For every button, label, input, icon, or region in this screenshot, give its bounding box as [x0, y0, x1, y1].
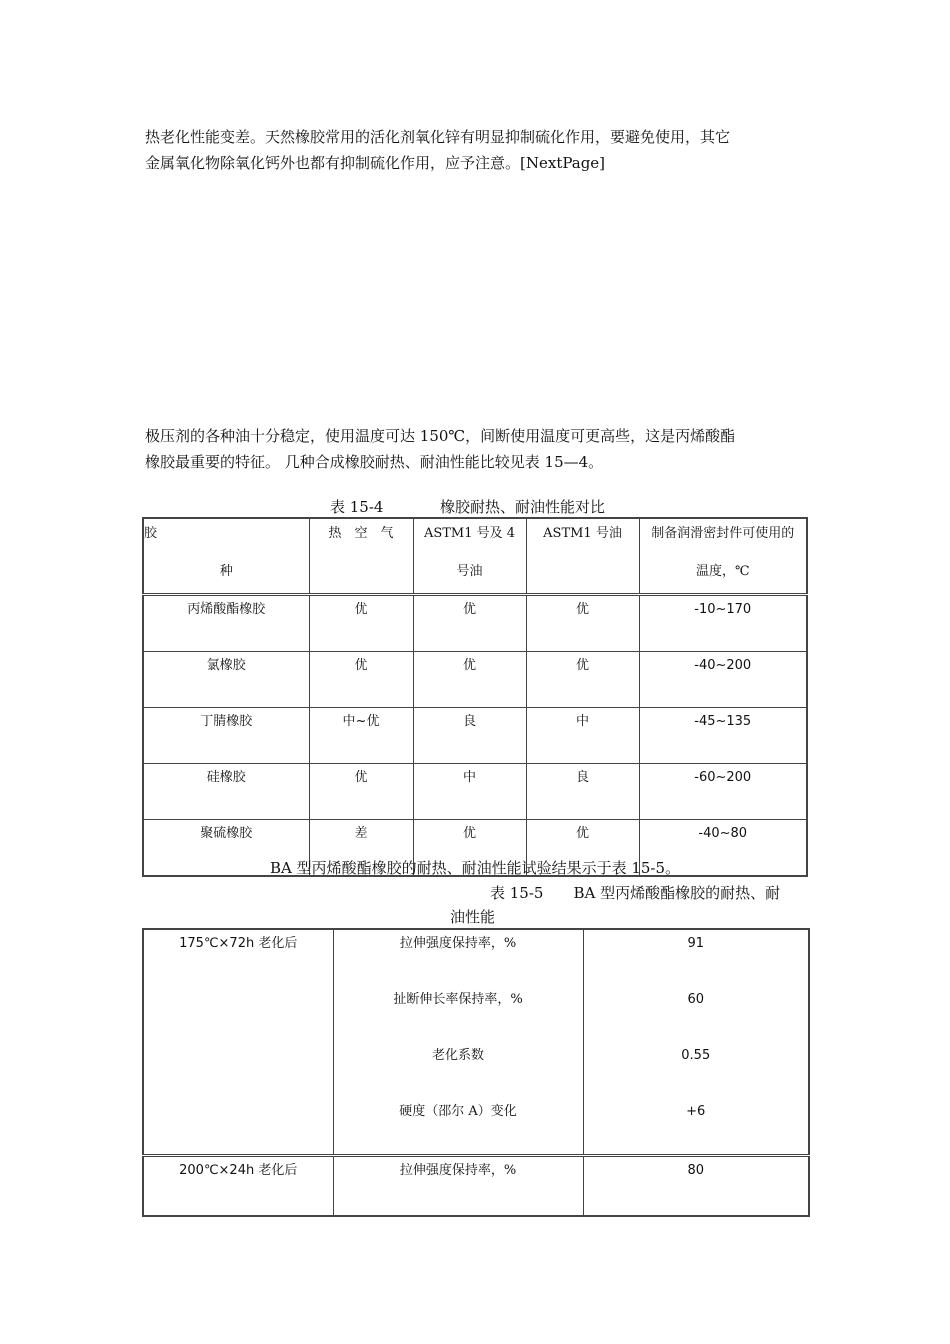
header-line: 温度，℃ [695, 564, 750, 579]
property-text: 扯断伸长率保持率，% [393, 992, 523, 1007]
table-15-4 [142, 517, 808, 877]
value-text: 91 [687, 936, 705, 951]
value-text: 0.55 [681, 1048, 711, 1063]
cell-astm1-oil: 优 [526, 595, 639, 652]
header-line: 号油 [456, 564, 483, 579]
property-text: 硬度（邵尔 A）变化 [399, 1104, 517, 1119]
header-cell-astm1-oil [526, 518, 639, 595]
property-text: 老化系数 [431, 1048, 484, 1063]
table2-caption-line1: 表 15-5 BA 型丙烯酸酯橡胶的耐热、耐 [490, 884, 781, 902]
table2-caption-line2: 油性能 [450, 908, 496, 926]
paragraph-line: 橡胶最重要的特征。 几种合成橡胶耐热、耐油性能比较见表 15—4。 [145, 453, 604, 471]
cell-astm1-oil: 中 [526, 708, 639, 764]
property-text: 拉伸强度保持率，% [399, 1163, 517, 1178]
value-text: +6 [686, 1104, 706, 1119]
cell-condition [143, 929, 333, 1156]
table-row [143, 708, 807, 764]
cell-astm1-oil: 良 [526, 764, 639, 820]
mid-paragraph [145, 423, 825, 475]
table-header-row [143, 518, 807, 595]
top-paragraph [145, 124, 825, 176]
cell-rubber-name: 丙烯酸酯橡胶 [143, 595, 309, 652]
table1-caption-title: 橡胶耐热、耐油性能对比 [440, 498, 606, 516]
cell-hot-air: 中~优 [309, 708, 413, 764]
paragraph-line: 金属氧化物除氧化钙外也都有抑制硫化作用，应予注意。[NextPage] [145, 154, 606, 172]
cell-rubber-name: 聚硫橡胶 [143, 820, 309, 877]
cell-astm1-4-oil: 中 [413, 764, 526, 820]
cell-astm1-4-oil: 优 [413, 595, 526, 652]
cell-hot-air: 优 [309, 595, 413, 652]
condition-text: 200℃×24h 老化后 [179, 1163, 298, 1178]
cell-temperature: -10~170 [639, 595, 807, 652]
cell-temperature: -40~200 [639, 652, 807, 708]
value-text: 80 [687, 1163, 705, 1178]
table-row [143, 595, 807, 652]
property-text: 拉伸强度保持率，% [399, 936, 517, 951]
header-cell-astm1-4-oil [413, 518, 526, 595]
condition-text: 175℃×72h 老化后 [179, 936, 298, 951]
value-text: 60 [687, 992, 705, 1007]
paragraph-line: 极压剂的各种油十分稳定，使用温度可达 150℃，间断使用温度可更高些，这是丙烯酸酯 [145, 427, 736, 445]
table1-caption-number: 表 15-4 [330, 498, 384, 516]
header-cell-rubber [143, 518, 309, 595]
cell-properties [333, 1156, 583, 1217]
cell-properties [333, 929, 583, 1156]
header-cell-temperature [639, 518, 807, 595]
table-row [143, 929, 809, 1156]
cell-astm1-4-oil: 优 [413, 820, 526, 877]
header-line: 热 空 气 [328, 526, 394, 541]
header-line: ASTM1 号油 [543, 526, 622, 541]
table2-intro: BA 型丙烯酸酯橡胶的耐热、耐油性能试验结果示于表 15-5。 [269, 859, 681, 877]
cell-temperature: -40~80 [639, 820, 807, 877]
cell-hot-air: 差 [309, 820, 413, 877]
header-line: 种 [219, 564, 233, 579]
table-15-5 [142, 928, 810, 1217]
cell-values [583, 929, 809, 1156]
cell-rubber-name: 硅橡胶 [143, 764, 309, 820]
cell-astm1-oil: 优 [526, 820, 639, 877]
table-row [143, 764, 807, 820]
cell-hot-air: 优 [309, 764, 413, 820]
table-row [143, 652, 807, 708]
header-line: 胶 [144, 526, 158, 541]
paragraph-line: 热老化性能变差。天然橡胶常用的活化剂氧化锌有明显抑制硫化作用，要避免使用，其它 [145, 128, 731, 146]
table-row [143, 1156, 809, 1217]
cell-astm1-4-oil: 优 [413, 652, 526, 708]
header-line: ASTM1 号及 4 [423, 526, 516, 541]
cell-hot-air: 优 [309, 652, 413, 708]
header-cell-hot-air [309, 518, 413, 595]
cell-rubber-name: 丁腈橡胶 [143, 708, 309, 764]
header-line: 制备润滑密封件可使用的 [651, 526, 795, 541]
cell-temperature: -60~200 [639, 764, 807, 820]
cell-astm1-oil: 优 [526, 652, 639, 708]
cell-rubber-name: 氯橡胶 [143, 652, 309, 708]
cell-values [583, 1156, 809, 1217]
cell-condition [143, 1156, 333, 1217]
cell-temperature: -45~135 [639, 708, 807, 764]
cell-astm1-4-oil: 良 [413, 708, 526, 764]
